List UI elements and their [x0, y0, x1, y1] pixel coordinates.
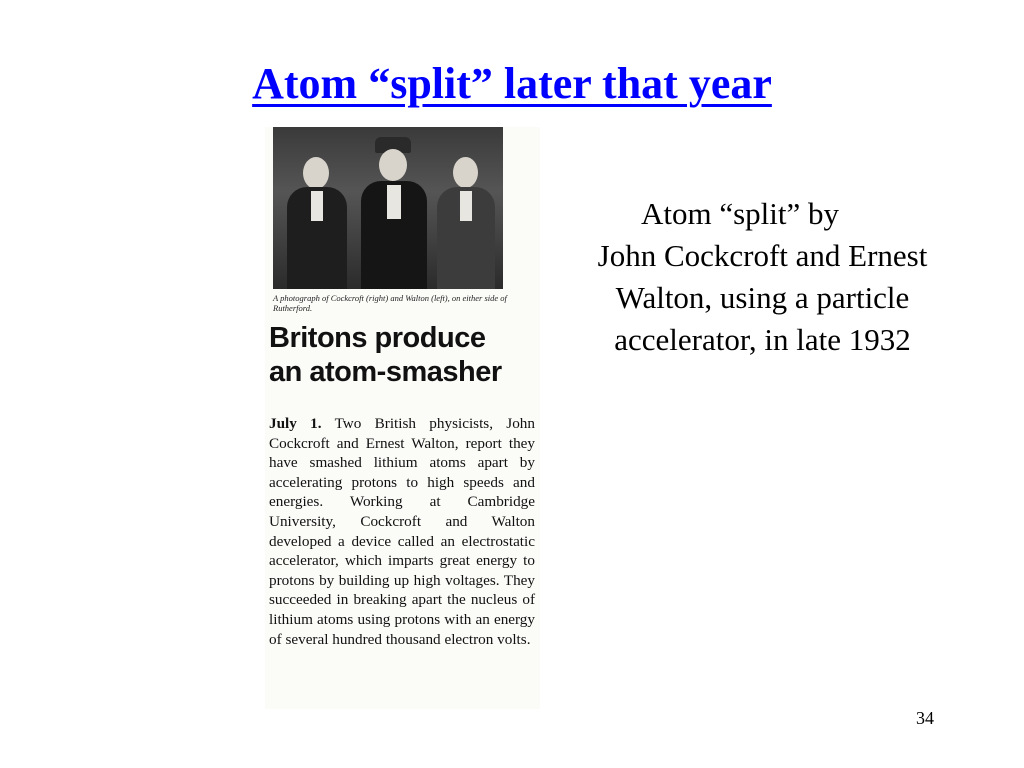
article-dateline: July 1. — [269, 415, 322, 432]
newspaper-clipping — [265, 127, 540, 709]
article-body — [269, 414, 535, 649]
person-right — [437, 141, 495, 289]
headline-line-1: Britons produce — [269, 322, 486, 354]
photo-caption: A photograph of Cockcroft (right) and Walton (left), on either side of Rutherford. — [273, 293, 507, 313]
article-text: Two British physicists, John Cockcroft and Ernest Walton, report they have smashed lithium atoms apart by accelerating protons to high speeds and energies. Working at Cambridge University, Cockcroft and Walton developed a device called an electrostatic accelerator, which imparts great energy to protons by building up high voltages. They succeeded in breaking apart the nucleus of lithium atoms using protons with an energy of several hundred thousand electron volts. — [269, 415, 535, 648]
slide-title: Atom “split” later that year — [252, 59, 772, 108]
slide-body-text — [585, 193, 940, 361]
historical-photo — [273, 127, 503, 289]
body-rest: John Cockcroft and Ernest Walton, using a particle accelerator, in late 1932 — [597, 238, 928, 357]
headline-line-2: an atom-smasher — [269, 356, 502, 388]
body-first-line: Atom “split” by — [640, 196, 840, 231]
clipping-headline — [269, 321, 537, 389]
person-middle — [361, 131, 427, 289]
page-number: 34 — [916, 708, 934, 728]
person-left — [287, 139, 347, 289]
